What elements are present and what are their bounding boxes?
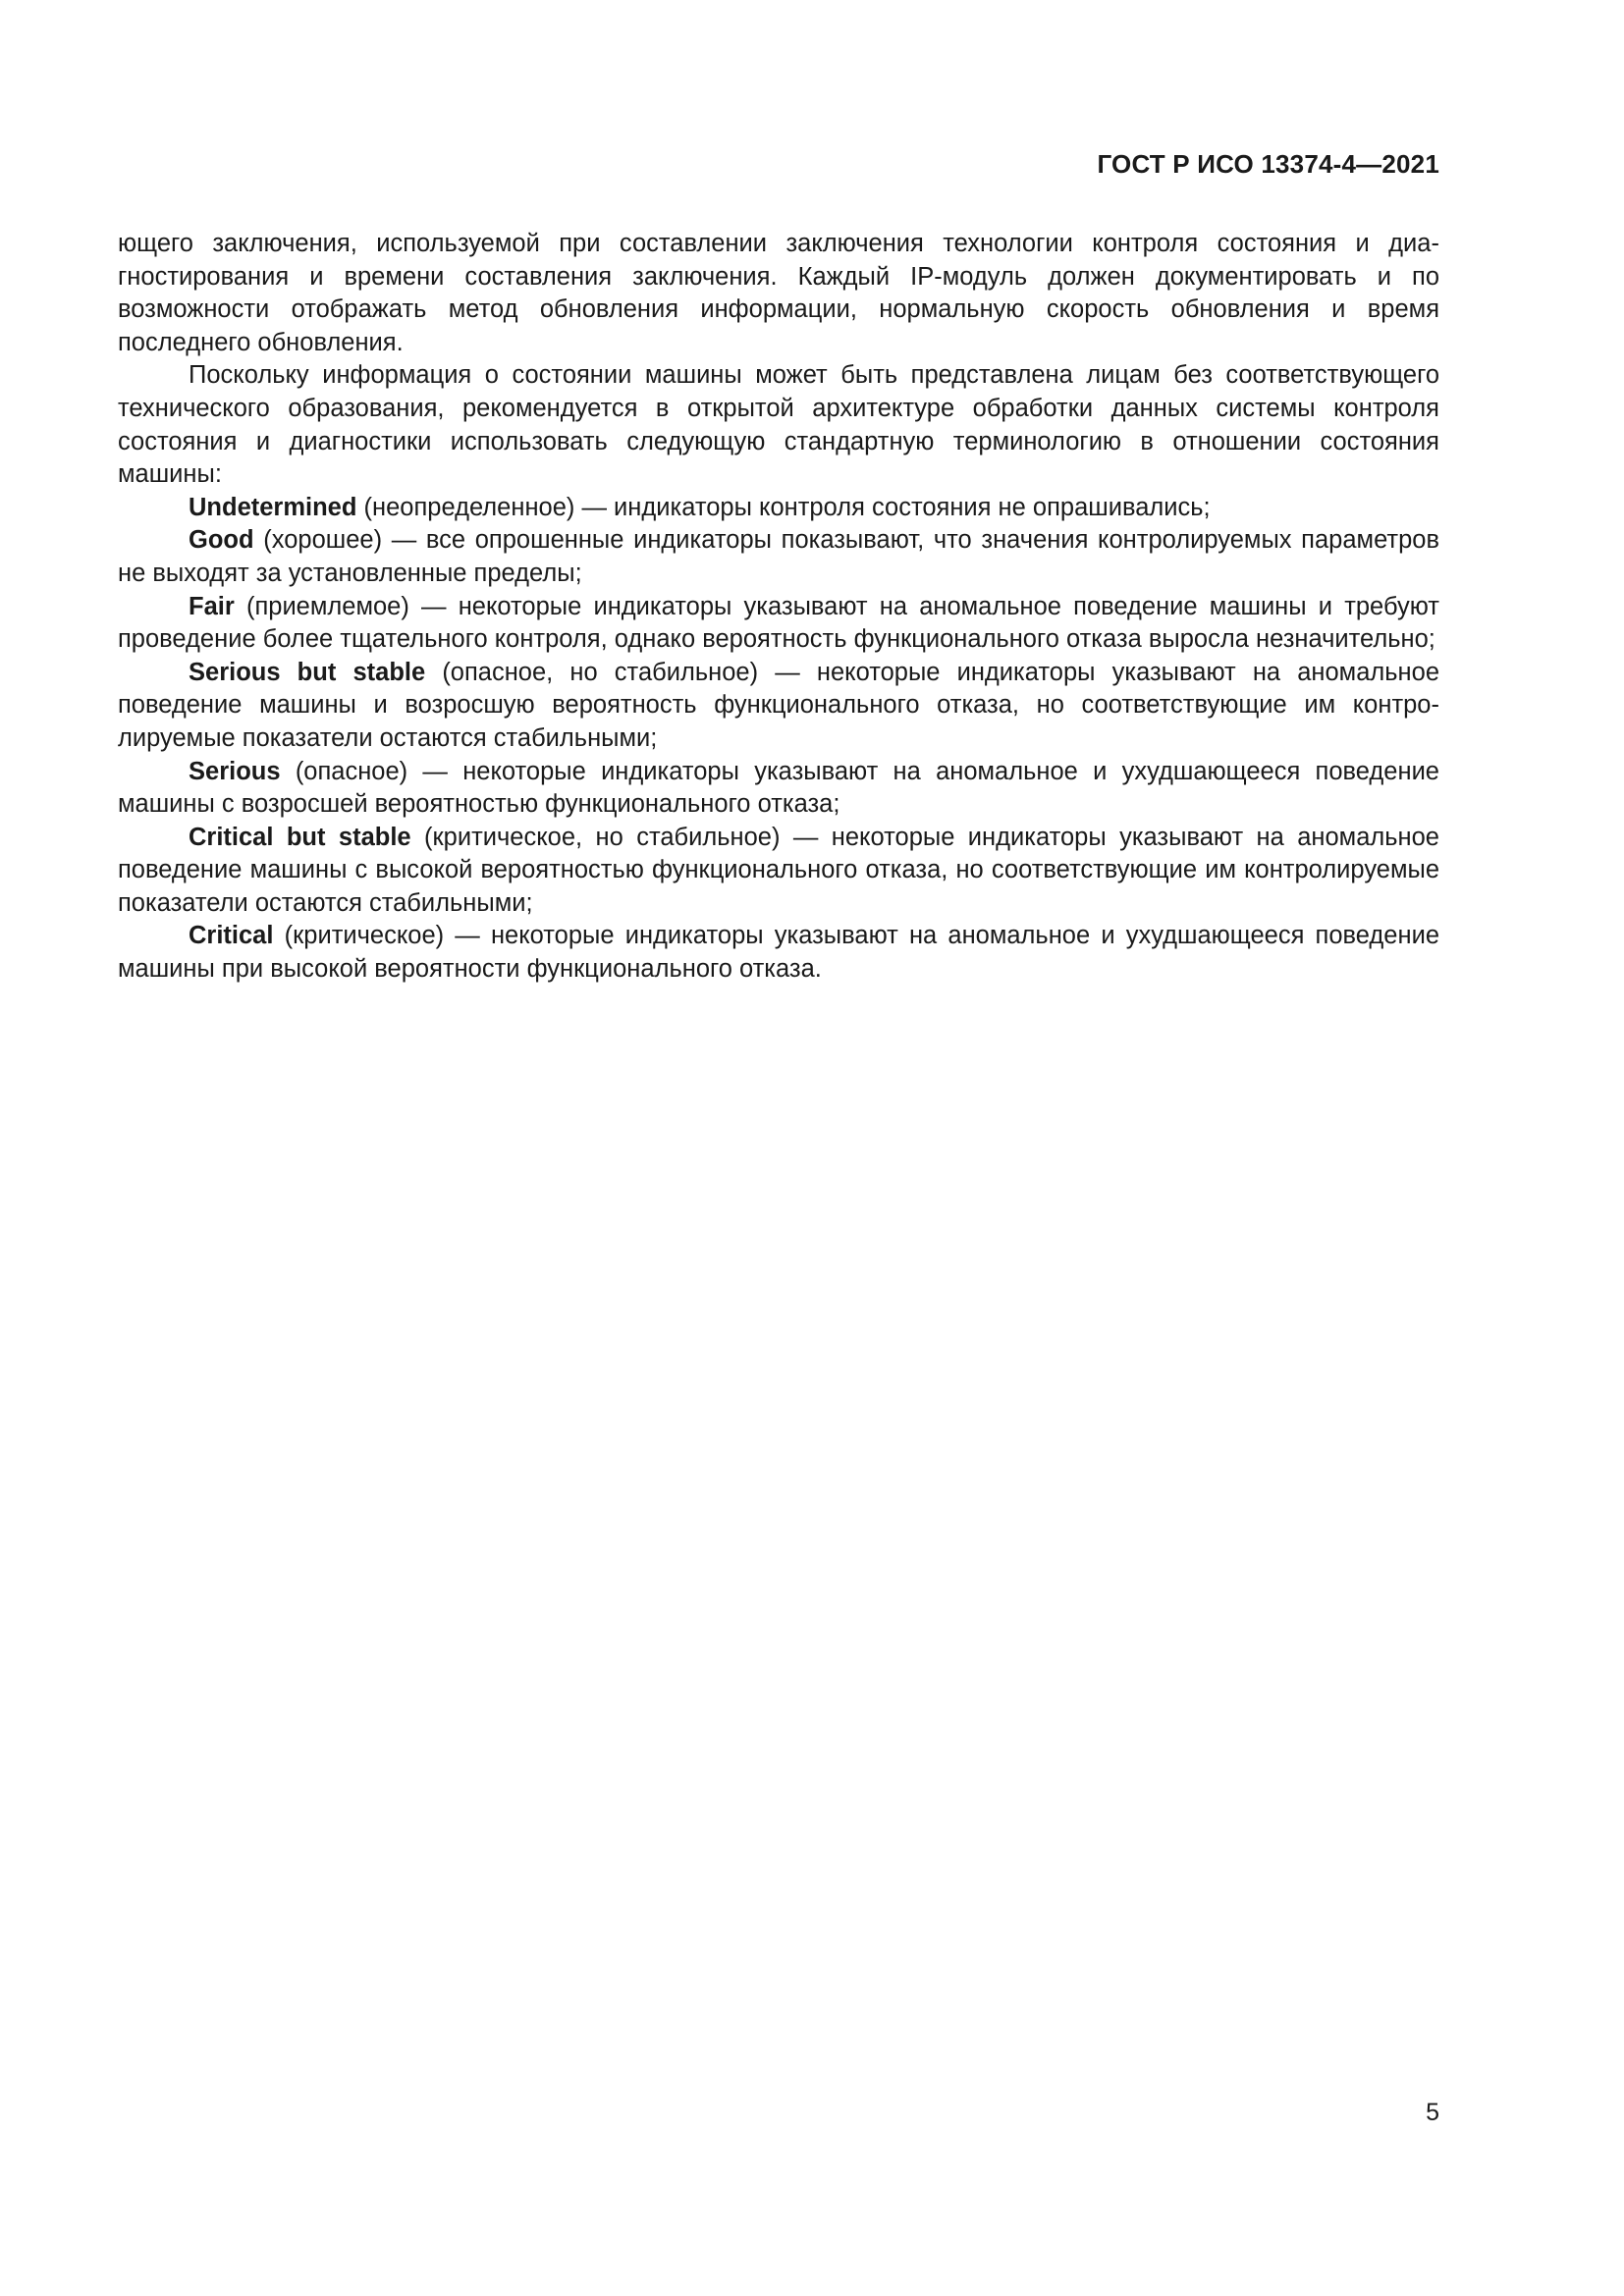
document-body	[118, 228, 1439, 987]
term-item-fair	[118, 591, 1439, 657]
term-definition: (критическое, но стабильное) — некоторые индикаторы указывают на аномальное поведение машины с высокой вероятностью функционального отказа, но соответствующие им контролируемые показатели остаются стабильными;	[118, 823, 1439, 917]
term-definition: (приемлемое) — некоторые индикаторы указывают на аномальное поведение машины и требуют проведение более тщательного контроля, однако вероятность функционального отказа выросла незначительно;	[118, 592, 1439, 654]
term-name: Fair	[189, 592, 235, 620]
continuation-paragraph: ющего заключения, используемой при составлении заключения технологии контроля состояния и диагностирования и времени составления заключения. Каждый IP-модуль должен документировать и по возможности отображать метод обновления информации, нормальную скорость обновления и время последнего обновления.	[118, 230, 1439, 356]
term-definition: (опасное) — некоторые индикаторы указывают на аномальное и ухудшающееся поведение машины с возросшей вероятностью функционального отказа;	[118, 757, 1439, 819]
term-name: Serious	[189, 757, 281, 785]
term-item-serious	[118, 756, 1439, 822]
term-item-good	[118, 524, 1439, 590]
term-name: Serious but stable	[189, 658, 426, 686]
term-name: Undetermined	[189, 493, 357, 521]
term-item-serious-but-stable	[118, 657, 1439, 756]
term-item-undetermined	[118, 492, 1439, 525]
intro-paragraph: Поскольку информация о состоянии машины может быть представлена лицам без соответствующего технического образования, рекомендуется в открытой архитектуре обработки данных системы контроля состояния и диагностики использовать следующую стандартную терминологию в отношении состояния машины:	[118, 361, 1439, 489]
term-name: Good	[189, 526, 254, 555]
page-number: 5	[1426, 2099, 1439, 2126]
standard-header: ГОСТ Р ИСО 13374-4—2021	[1097, 149, 1439, 179]
term-name: Critical	[189, 922, 274, 950]
term-item-critical-but-stable	[118, 822, 1439, 921]
term-definition: (хорошее) — все опрошенные индикаторы показывают, что значения контролируемых параметров не выходят за установленные пределы;	[118, 526, 1439, 587]
term-name: Critical but stable	[189, 823, 411, 851]
term-definition: (опасное, но стабильное) — некоторые индикаторы указывают на аномальное поведение машины и возросшую вероятность функционального отказа, но соответствующие им контролируемые показатели остаются стабильными;	[118, 658, 1440, 752]
term-item-critical	[118, 920, 1439, 986]
term-definition: (критическое) — некоторые индикаторы указывают на аномальное и ухудшающееся поведение машины при высокой вероятности функционального отказа.	[118, 922, 1439, 984]
term-definition: (неопределенное) — индикаторы контроля состояния не опрашивались;	[356, 493, 1211, 521]
